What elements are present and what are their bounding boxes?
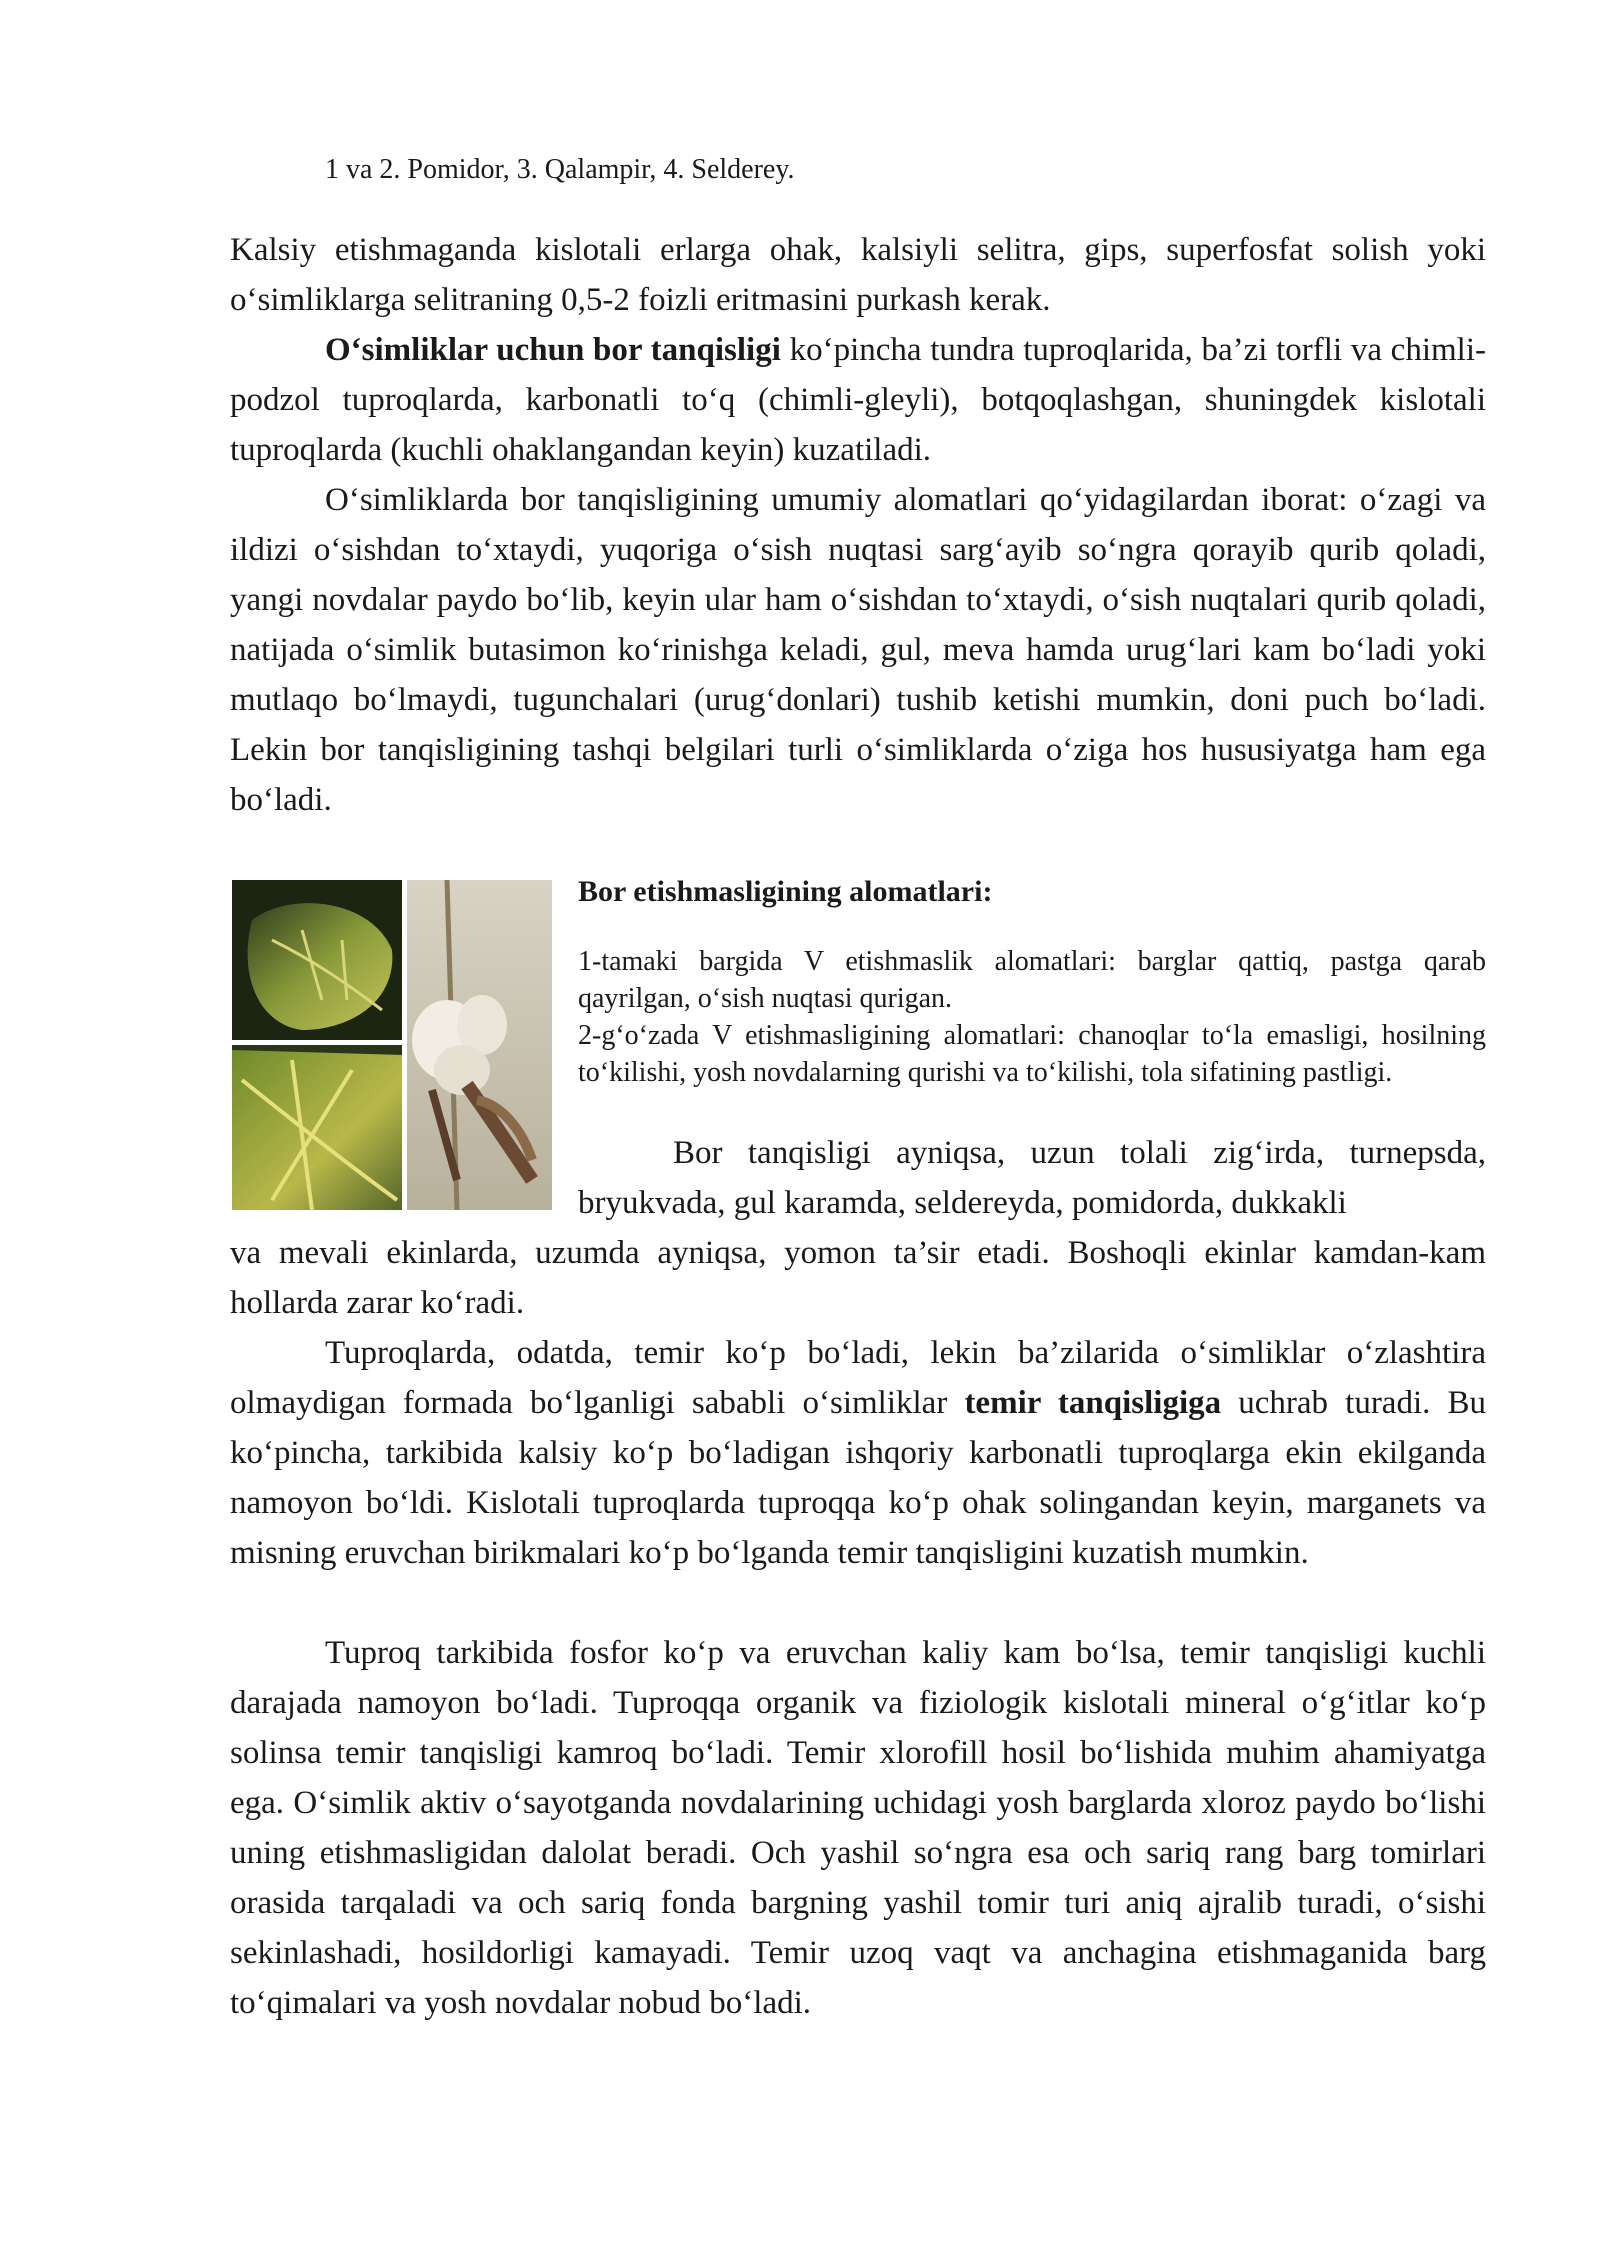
paragraph-iron-intro — [230, 1328, 1486, 1578]
figure-item-cotton: 2-g‘o‘zada V etishmasligining alomatlari: chanoqlar to‘la emasligi, hosilning to‘kilishi, yosh novdalarning qurishi va to‘kilishi, tola sifatining pastligi. — [578, 1020, 1486, 1088]
figure-item-tobacco: 1-tamaki bargida V etishmaslik alomatlari: barglar qattiq, pastga qarab qayrilgan, o‘sish nuqtasi qurigan. — [578, 946, 1486, 1014]
plant-photo-figure — [232, 880, 552, 1210]
paragraph-iron-details: Tuproq tarkibida fosfor ko‘p va eruvchan kaliy kam bo‘lsa, temir tanqisligi kuchli darajada namoyon bo‘ladi. Tuproqqa organik va fiziologik kislotali mineral o‘g‘itlar ko‘p solinsa temir tanqisligi kamroq bo‘ladi. Temir xlorofill hosil bo‘lishida muhim ahamiyatga ega. O‘simlik aktiv o‘sayotganda novdalarining uchidagi yosh barglarda xloroz paydo bo‘lishi uning etishmasligidan dalolat beradi. Och yashil so‘ngra esa och sariq rang barg tomirlari orasida tarqaladi va och sariq fonda bargning yashil tomir turi aniq ajralib turadi, o‘sishi sekinlashadi, hosildorligi kamayadi. Temir uzoq vaqt va anchagina etishmaganida barg to‘qimalari va yosh novdalar nobud bo‘ladi. — [230, 1635, 1486, 2021]
figure-caption: 1 va 2. Pomidor, 3. Qalampir, 4. Selderey. — [325, 154, 795, 185]
boron-intro-text: ko‘pincha tundra tuproqlarida, ba’zi torfli va chimli- podzol tuproqlarda, karbonatli to‘q (chimli-gleyli), botqoqlashgan, shuningdek kislotali tuproqlarda (kuchli ohaklangandan keyin) kuzatiladi. — [230, 332, 1486, 468]
paragraph-boron-crops-end: va mevali ekinlarda, uzumda ayniqsa, yomon ta’sir etadi. Boshoqli ekinlar kamdan-kam hollarda zarar ko‘radi. — [230, 1235, 1486, 1321]
paragraph-calcium: Kalsiy etishmaganda kislotali erlarga ohak, kalsiyli selitra, gips, superfosfat solish yoki o‘simliklarga selitraning 0,5-2 foizli eritmasini purkash kerak. — [230, 232, 1486, 318]
paragraph-boron-symptoms: O‘simliklarda bor tanqisligining umumiy alomatlari qo‘yidagilardan iborat: o‘zagi va ildizi o‘sishdan to‘xtaydi, yuqoriga o‘sish nuqtasi sarg‘ayib so‘ngra qorayib qurib qoladi, yangi novdalar paydo bo‘lib, keyin ular ham o‘sishdan to‘xtaydi, o‘sish nuqtalari qurib qoladi, natijada o‘simlik butasimon ko‘rinishga keladi, gul, meva hamda urug‘lari kam bo‘ladi yoki mutlaqo bo‘lmaydi, tugunchalari (urug‘donlari) tushib ketishi mumkin, doni puch bo‘ladi. Lekin bor tanqisligining tashqi belgilari turli o‘simliklarda o‘ziga hos hususiyatga ham ega bo‘ladi. — [230, 482, 1486, 818]
iron-deficiency-term: temir tanqisligiga — [964, 1385, 1222, 1421]
figure-heading: Bor etishmasligining alomatlari: — [578, 875, 993, 908]
boron-deficiency-term: O‘simliklar uchun bor tanqisligi — [325, 332, 781, 368]
paragraph-boron-crops-start: Bor tanqisligi ayniqsa, uzun tolali zig‘irda, turnepsda, bryukvada, gul karamda, seldereyda, pomidorda, dukkakli — [578, 1135, 1486, 1221]
paragraph-boron-intro — [230, 325, 1486, 475]
figure-description — [578, 943, 1486, 1091]
iron-intro-text-2: uchrab turadi. Bu ko‘pincha, tarkibida kalsiy ko‘p bo‘ladigan ishqoriy karbonatli tuproqlarga ekin ekilganda namoyon bo‘ldi. Kislotali tuproqlarda tuproqqa ko‘p ohak solingandan keyin, marganets va misning eruvchan birikmalari ko‘p bo‘lganda temir tanqisligini kuzatish mumkin. — [230, 1385, 1486, 1571]
plant-photos-image — [232, 880, 552, 1210]
iron-intro-text-1: Tuproqlarda, odatda, temir ko‘p bo‘ladi, lekin ba’zilarida o‘simliklar o‘zlashtira olmaydigan formada bo‘lganligi sababli o‘simliklar — [230, 1335, 1486, 1421]
